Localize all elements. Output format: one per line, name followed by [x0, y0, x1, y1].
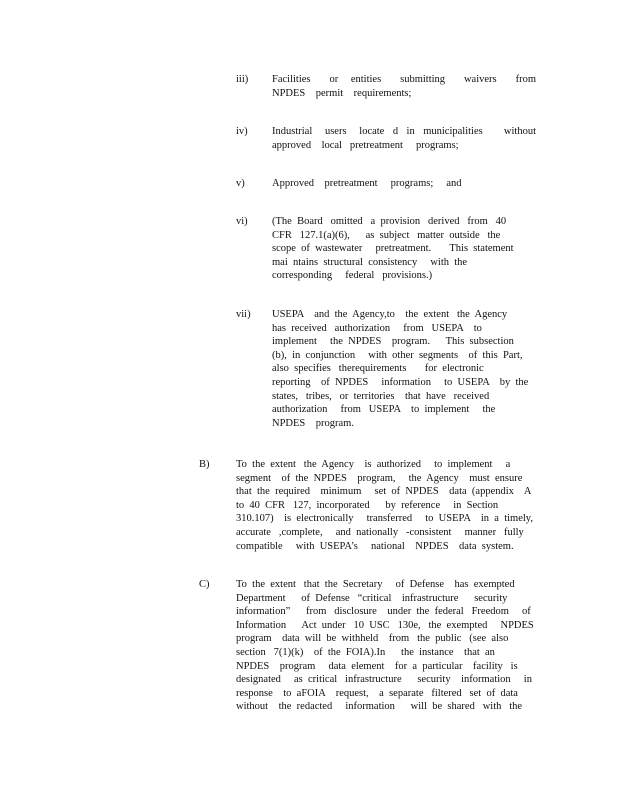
text-line: Approved pretreatment programs; and	[272, 178, 462, 189]
text-line: NPDES program data element for a particular facility is	[236, 660, 518, 672]
text-line: USEPA and the Agency,to the extent the Agency	[272, 309, 508, 320]
text-line: Information Act under 10 USC 130e, the exempted NPDES	[236, 619, 534, 631]
text-line: that the required minimum set of NPDES data (appendix A	[236, 486, 532, 498]
item-text	[272, 308, 536, 430]
text-line: (The Board omitted a provision derived from 40	[272, 216, 507, 227]
text-line: 310.107) is electronically transferred to USEPA in a timely,	[236, 513, 533, 525]
item-marker: vi)	[236, 216, 248, 227]
text-line: corresponding federal provisions.)	[272, 270, 433, 282]
text-line: NPDES permit requirements;	[272, 87, 412, 99]
item-marker: iv)	[236, 126, 248, 137]
text-line: designated as critical infrastructure security information in	[236, 674, 532, 686]
text-line: states, tribes, or territories that have received	[272, 390, 490, 402]
text-line: information” from disclosure under the federal Freedom of	[236, 606, 531, 618]
text-line: CFR 127.1(a)(6), as subject matter outside the	[272, 229, 501, 241]
text-line: has received authorization from USEPA to	[272, 322, 482, 334]
text-line: reporting of NPDES information to USEPA by the	[272, 376, 529, 388]
text-line: (b), in conjunction with other segments of this Part,	[272, 349, 523, 361]
text-line: scope of wastewater pretreatment. This statement	[272, 243, 514, 255]
item-text	[272, 177, 536, 191]
item-marker: v)	[236, 178, 245, 189]
text-line: To the extent that the Secretary of Defense has exempted	[236, 579, 515, 590]
text-line: accurate ,complete, and nationally -consistent manner fully	[236, 526, 524, 538]
text-line: to 40 CFR 127, incorporated by reference in Section	[236, 499, 499, 511]
item-text	[236, 578, 536, 714]
text-line: Department of Defense “critical infrastructure security	[236, 592, 508, 604]
text-line: response to aFOIA request, a separate filtered set of data	[236, 687, 518, 699]
item-text	[236, 458, 536, 553]
item-marker: B)	[199, 459, 210, 470]
text-line: section 7(1)(k) of the FOIA).In the instance that an	[236, 646, 495, 658]
text-line: NPDES program.	[272, 417, 354, 429]
text-line: Industrial users locate d in municipalities without	[272, 126, 536, 137]
text-line: also specifies therequirements for electronic	[272, 363, 484, 375]
item-text	[272, 215, 536, 283]
text-line: compatible with USEPA’s national NPDES data system.	[236, 540, 514, 552]
item-text	[272, 73, 536, 100]
text-line: implement the NPDES program. This subsection	[272, 336, 514, 348]
text-line: segment of the NPDES program, the Agency must ensure	[236, 472, 523, 484]
item-marker: C)	[199, 579, 210, 590]
text-line: authorization from USEPA to implement the	[272, 404, 496, 416]
text-line: without the redacted information will be shared with the	[236, 701, 523, 713]
text-line: Facilities or entities submitting waivers from	[272, 74, 536, 85]
text-line: approved local pretreatment programs;	[272, 139, 459, 151]
item-marker: vii)	[236, 309, 251, 320]
item-text	[272, 125, 536, 152]
text-line: mai ntains structural consistency with the	[272, 256, 468, 268]
text-line: To the extent the Agency is authorized to implement a	[236, 459, 511, 470]
text-line: program data will be withheld from the public (see also	[236, 633, 509, 645]
item-marker: iii)	[236, 74, 249, 85]
